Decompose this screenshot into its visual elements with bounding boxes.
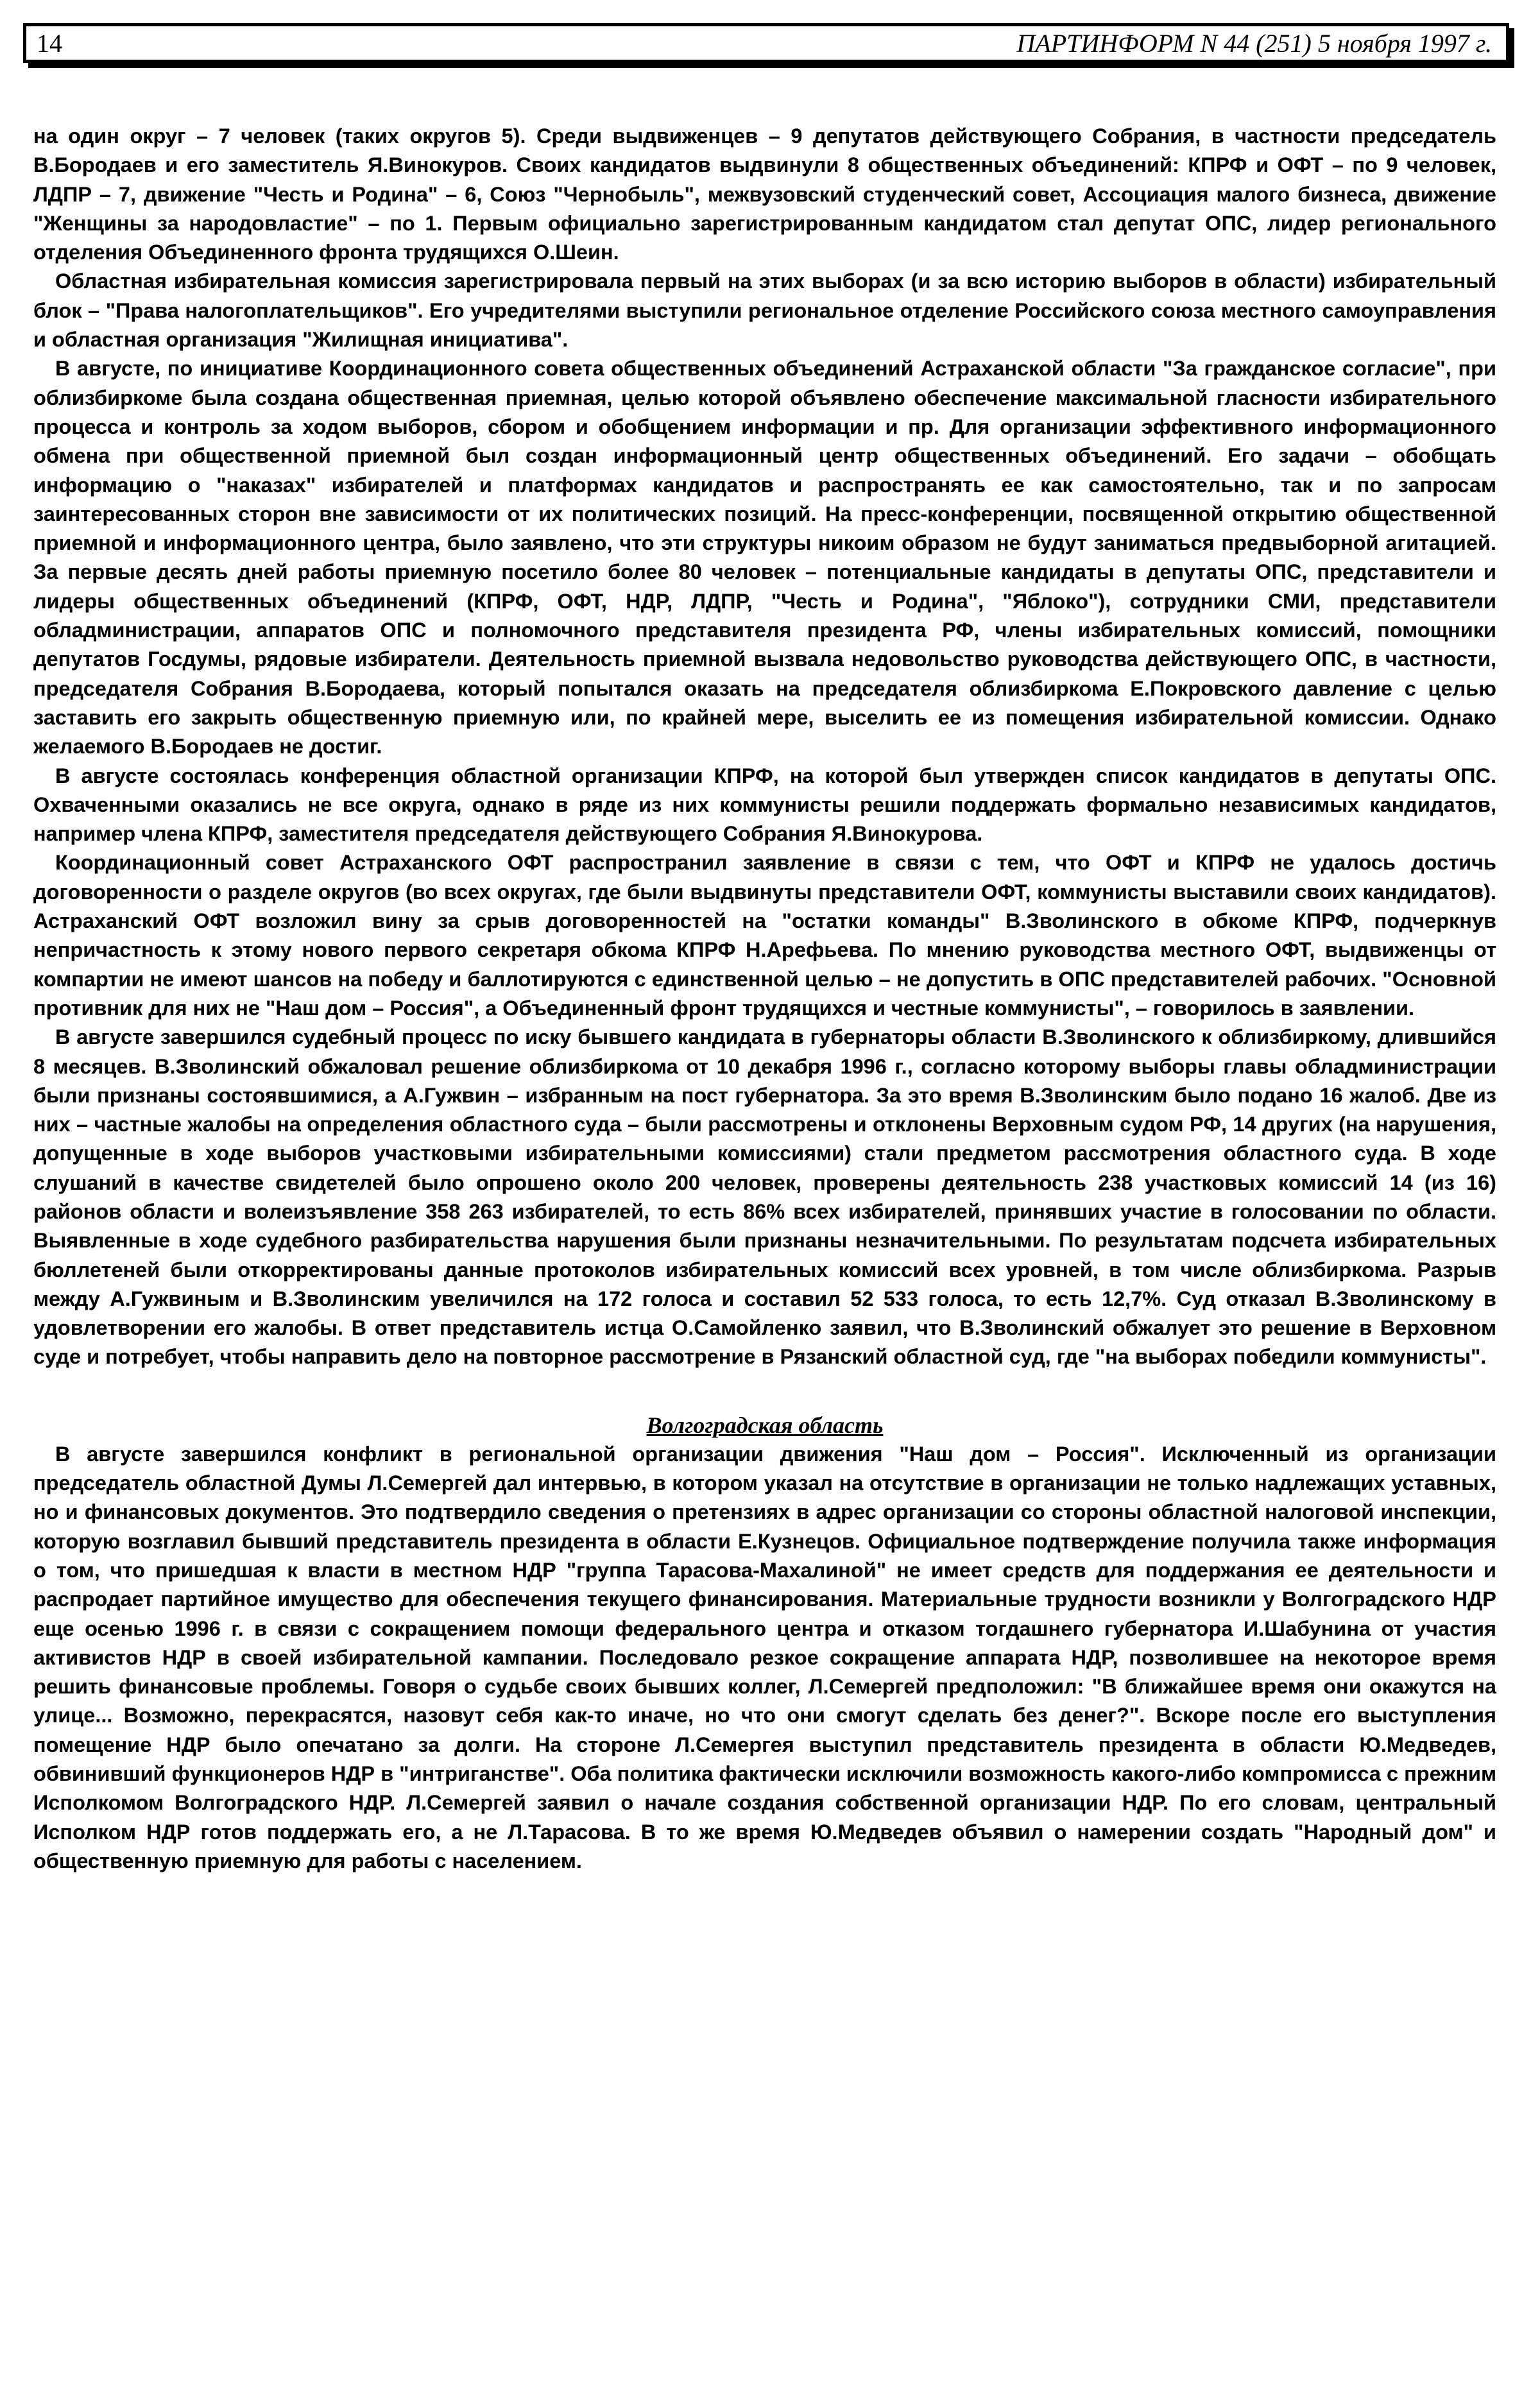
paragraph: В августе, по инициативе Координационного совета общественных объединений Астраханской области "За гражданское согласие", при облизбиркоме была создана общественная приемная, целью которой объявлено обеспечение максимальной гласности избирательного процесса и контроль за ходом выборов, сбором и обобщением информации и пр. Для организации эффективного информационного обмена при общественной приемной был создан информационный центр общественных объединений. Его задачи – обобщать информацию о "наказах" избирателей и платформах кандидатов и распространять ее как самостоятельно, так и по запросам заинтересованных сторон вне зависимости от их политических позиций. На пресс-конференции, посвященной открытию общественной приемной и информационного центра, было заявлено, что эти структуры никоим образом не будут заниматься предвыборной агитацией. За первые десять дней работы приемную посетило более 80 человек – потенциальные кандидаты в депутаты ОПС, представители и лидеры общественных объединений (КПРФ, ОФТ, НДР, ЛДПР, "Честь и Родина", "Яблоко"), сотрудники СМИ, представители обладминистрации, аппаратов ОПС и полномочного представителя президента РФ, члены избирательных комиссий, помощники депутатов Госдумы, рядовые избиратели. Деятельность приемной вызвала недовольство руководства действующего ОПС, в частности, председателя Собрания В.Бородаева, который попытался оказать на председателя облизбиркома Е.Покровского давление с целью заставить его закрыть общественную приемную или, по крайней мере, выселить ее из помещения избирательной комиссии. Однако желаемого В.Бородаев не достиг.: [33, 357, 1496, 758]
paragraph: В августе завершился конфликт в региональной организации движения "Наш дом – Россия". Исключенный из организации председатель областной Думы Л.Семергей дал интервью, в котором указал на отсутствие в организации не только надлежащих уставных, но и финансовых документов. Это подтвердило сведения о претензиях в адрес организации со стороны областной налоговой инспекции, которую возглавил бывший представитель президента в области Е.Кузнецов. Официальное подтверждение получила также информация о том, что пришедшая к власти в местном НДР "группа Тарасова-Махалиной" не имеет средств для поддержания ее деятельности и распродает партийное имущество для обеспечения текущего финансирования. Материальные трудности возникли у Волгоградского НДР еще осенью 1996 г. в связи с сокращением помощи федерального центра и отказом тогдашнего губернатора И.Шабунина от участия активистов НДР в своей избирательной кампании. Последовало резкое сокращение аппарата НДР, позволившее на некоторое время решить финансовые проблемы. Говоря о судьбе своих бывших коллег, Л.Семергей предположил: "В ближайшее время они окажутся на улице... Возможно, перекрасятся, назовут себя как-то иначе, но что они смогут сделать без денег?". Вскоре после его выступления помещение НДР было опечатано за долги. На стороне Л.Семергея выступил представитель президента в области Ю.Медведев, обвинивший функционеров НДР в "интриганстве". Оба политика фактически исключили возможность какого-либо компромисса с прежним Исполкомом Волгоградского НДР. Л.Семергей заявил о начале создания собственной организации НДР. По его словам, центральный Исполком НДР готов поддержать его, а не Л.Тарасова. В то же время Ю.Медведев объявил о намерении создать "Народный дом" и общественную приемную для работы с населением.: [33, 1442, 1496, 1872]
publication-title: ПАРТИНФОРМ N 44 (251) 5 ноября 1997 г.: [1016, 28, 1492, 58]
paragraph: на один округ – 7 человек (таких округов 5). Среди выдвиженцев – 9 депутатов действующего Собрания, в частности председатель В.Бородаев и его заместитель Я.Винокуров. Своих кандидатов выдвинули 8 общественных объединений: КПРФ и ОФТ – по 9 человек, ЛДПР – 7, движение "Честь и Родина" – 6, Союз "Чернобыль", межвузовский студенческий совет, Ассоциация малого бизнеса, движение "Женщины за народовластие" – по 1. Первым официально зарегистрированным кандидатом стал депутат ОПС, лидер регионального отделения Объединенного фронта трудящихся О.Шеин.: [33, 124, 1496, 264]
article-body: [33, 122, 1496, 1876]
paragraph: В августе состоялась конференция областной организации КПРФ, на которой был утвержден список кандидатов в депутаты ОПС. Охваченными оказались не все округа, однако в ряде из них коммунисты решили поддержать формально независимых кандидатов, например члена КПРФ, заместителя председателя действующего Собрания Я.Винокурова.: [33, 764, 1496, 846]
paragraph: Координационный совет Астраханского ОФТ распространил заявление в связи с тем, что ОФТ и КПРФ не удалось достичь договоренности о разделе округов (во всех округах, где были выдвинуты представители ОФТ, коммунисты выставили своих кандидатов). Астраханский ОФТ возложил вину за срыв договоренностей на "остатки команды" В.Зволинского в обкоме КПРФ, подчеркнув непричастность к этому нового первого секретаря обкома КПРФ Н.Арефьева. По мнению руководства местного ОФТ, выдвиженцы от компартии не имеют шансов на победу и баллотируются с единственной целью – не допустить в ОПС представителей рабочих. "Основной противник для них не "Наш дом – Россия", а Объединенный фронт трудящихся и честные коммунисты", – говорилось в заявлении.: [33, 851, 1496, 1020]
page-number: 14: [37, 28, 62, 58]
paragraph: Областная избирательная комиссия зарегистрировала первый на этих выборах (и за всю историю выборов в области) избирательный блок – "Права налогоплательщиков". Его учредителями выступили региональное отделение Российского союза местного самоуправления и областная организация "Жилищная инициатива".: [33, 270, 1496, 352]
paragraph: В августе завершился судебный процесс по иску бывшего кандидата в губернаторы области В.Зволинского к облизбиркому, длившийся 8 месяцев. В.Зволинский обжаловал решение облизбиркома от 10 декабря 1996 г., согласно которому выборы главы обладминистрации были признаны состоявшимися, а А.Гужвин – избранным на пост губернатора. За это время В.Зволинским было подано 16 жалоб. Две из них – частные жалобы на определения областного суда – были рассмотрены и отклонены Верховным судом РФ, 14 других (на нарушения, допущенные в ходе выборов участковыми избирательными комиссиями) стали предметом рассмотрения областного суда. В ходе слушаний в качестве свидетелей было опрошено около 200 человек, проверены деятельность 238 участковых комиссий 14 (из 16) районов области и волеизъявление 358 263 избирателей, то есть 86% всех избирателей, принявших участие в голосовании по области. Выявленные в ходе судебного разбирательства нарушения были признаны незначительными. По результатам подсчета избирательных бюллетеней были откорректированы данные протоколов избирательных комиссий всех уровней, в том числе облизбиркома. Разрыв между А.Гужвиным и В.Зволинским увеличился на 172 голоса и составил 52 533 голоса, то есть 12,7%. Суд отказал В.Зволинскому в удовлетворении его жалобы. В ответ представитель истца О.Самойленко заявил, что В.Зволинский обжалует это решение в Верховном суде и потребует, чтобы направить дело на повторное рассмотрение в Рязанский областной суд, где "на выборах победили коммунисты".: [33, 1025, 1496, 1369]
section-heading: Волгоградская область: [646, 1412, 884, 1438]
page-header: [23, 23, 1509, 63]
